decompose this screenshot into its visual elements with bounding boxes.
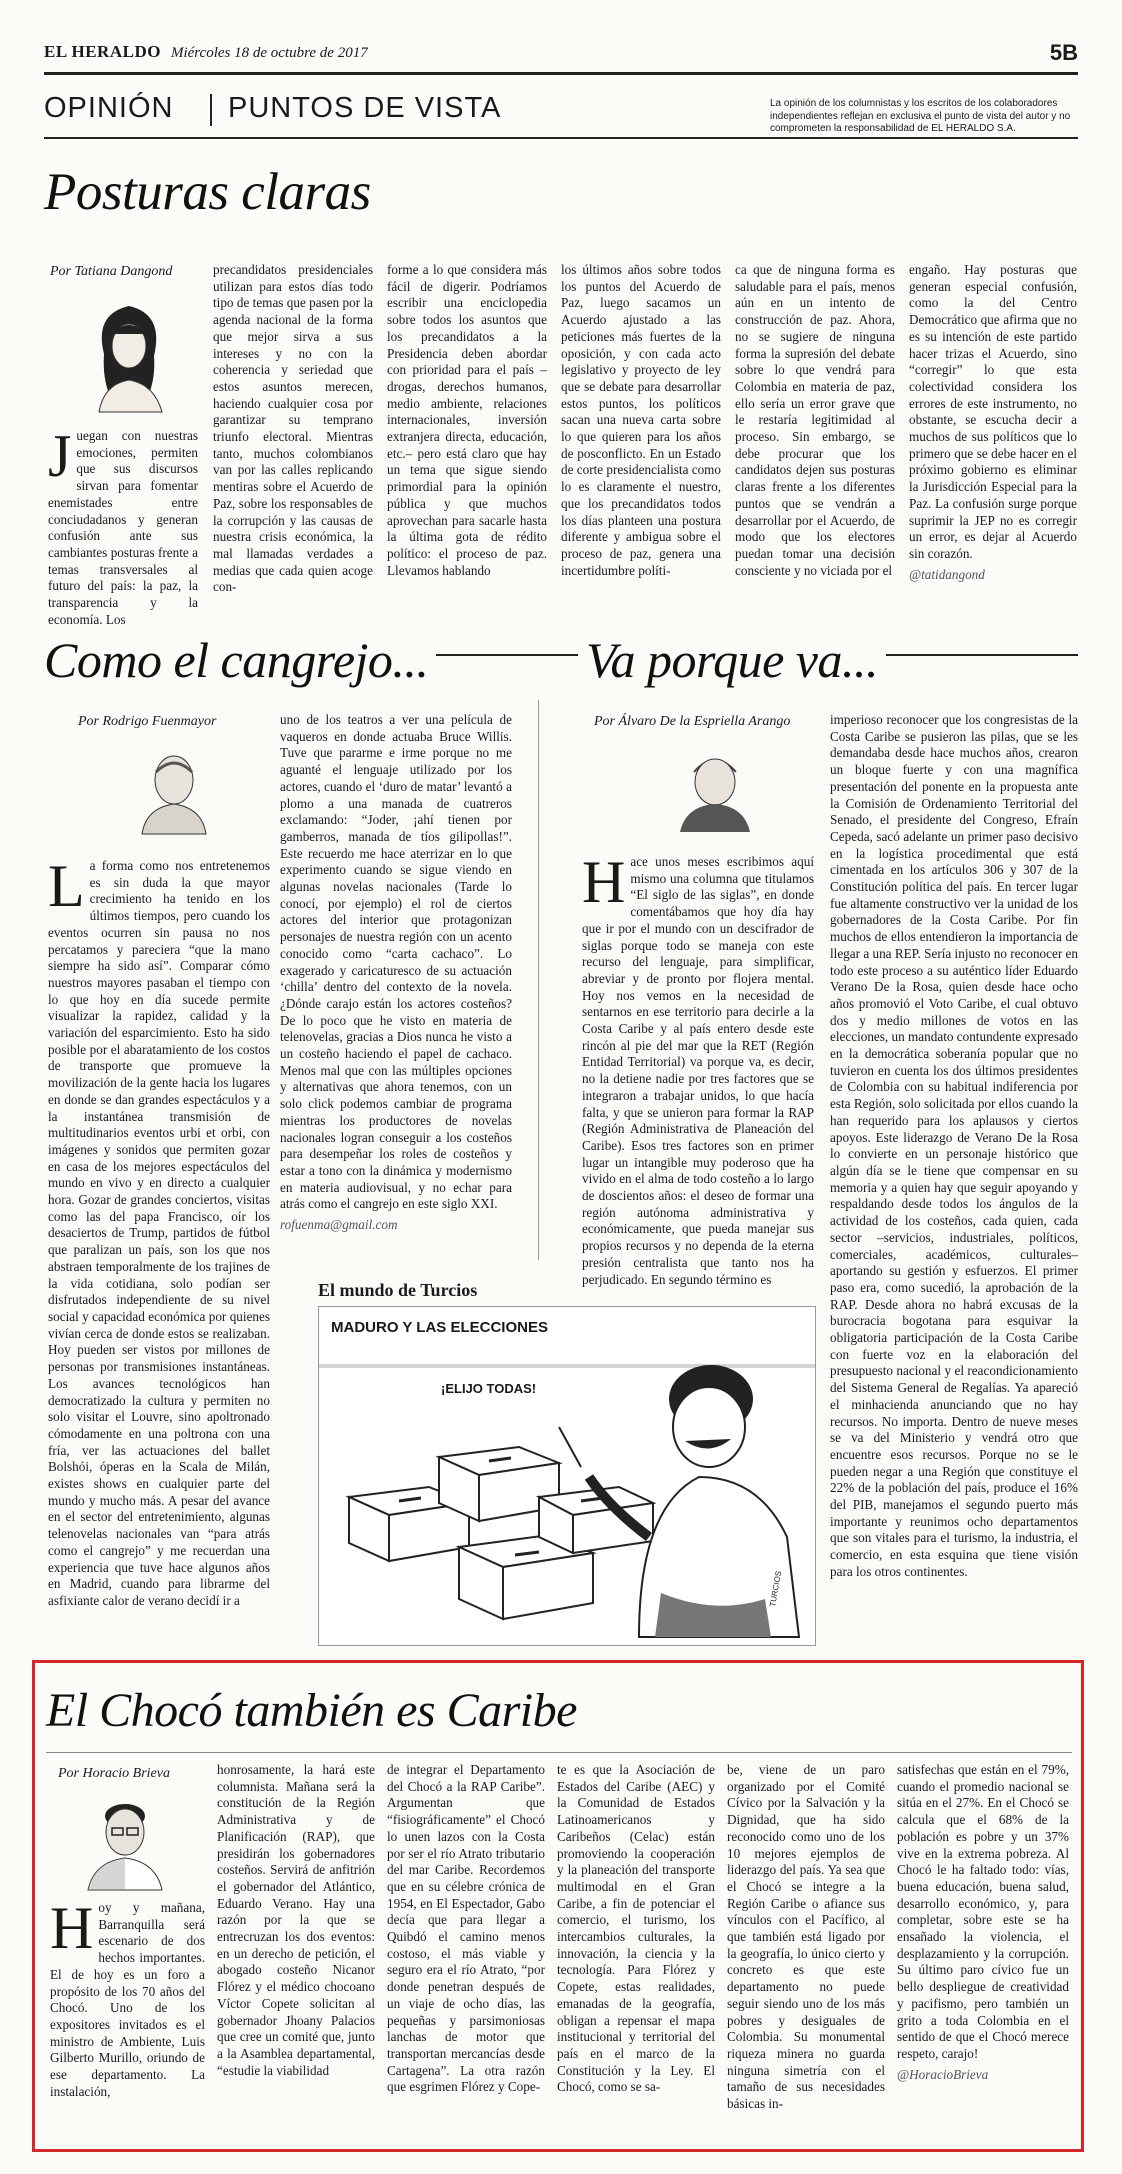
- article-2-text-2: uno de los teatros a ver una película de vaqueros en donde actuaba Bruce Willis. Tuve que pararme e irme porque no me aguanté el lenguaje utilizado por los actores, cuando el ‘duro de matar’ levantó a plomo a una manada de cuatreros exclamando: “Joder, ¡ahí tienen por gamberros, manada de tíos gilipollas!”. Este recuerdo me hace aterrizar en lo que experimento cuando se sigue viendo en algunas novelas nacionales (Tarde lo conocí, por ejemplo) el rol de ciertos actores del interior que protagonizan personajes de nuestra región con un acento conocido como “carta cachaco”. Lo exagerado y caricaturesco de su actuación ‘chilla’ dentro del contexto de la novela. ¿Dónde carajo están los actores costeños? De lo poco que he visto en materia de telenovelas, gracias a Dios nunca he visto a un costeño haciendo el papel de cachaco. Menos mal que con las múltiples opciones y alternativas que ahora tenemos, con un solo click podemos cambiar de programa mientras los productores de novelas nacionales logran conseguir a los costeños para desempeñar los roles de costeños y estar a tono con la dinámica y modernismo en materia audiovisual, y no echar para atrás como el cangrejo en este siglo XXI.: [280, 712, 512, 1212]
- article-4-text-1: oy y mañana, Barranquilla será escenario de dos hechos importantes. El de hoy es un foro a propósito de los 70 años del Chocó. Uno de los expositores invitados es el ministro de Ambiente, Luis Gilberto Murillo, oriundo de ese departamento. La instalación,: [50, 1900, 205, 2099]
- article-1-dropcap: J: [48, 423, 72, 489]
- section-disclaimer: La opinión de los columnistas y los escritos de los colaboradores independientes reflejan en exclusiva el punto de vista del autor y no comprometen la responsabilidad de EL HERALDO S.A.: [770, 98, 1071, 134]
- author-portrait-icon: [84, 294, 174, 419]
- page-number: 5B: [1049, 40, 1078, 65]
- article-4-column-5: be, viene de un paro organizado por el Comité Cívico por la Salvación y la Dignidad, que ha sido reconocido como uno de los 10 mejores ejemplos de liderazgo del país. Ya sea que el Chocó se integre a la Región Caribe o afiance sus vínculos con el Pacífico, al que también está ligado por la geografía, lo único cierto y concreto es que este departamento no puede seguir siendo uno de los más pobres y desiguales de Colombia. Su monumental riqueza minera no guarda ninguna simetría con el tamaño de sus necesidades básicas in-: [727, 1762, 885, 2112]
- cartoon-caption: MADURO Y LAS ELECCIONES: [331, 1319, 548, 1336]
- article-4-dropcap: H: [50, 1895, 94, 1961]
- article-2-title: Como el cangrejo...: [44, 630, 436, 690]
- article-3-byline: Por Álvaro De la Espriella Arango: [594, 714, 791, 729]
- article-4-rule: [46, 1752, 1072, 1753]
- cartoon: [318, 1306, 816, 1646]
- author-portrait-icon: [134, 742, 214, 839]
- article-2-column-1: [48, 853, 270, 1640]
- article-2-text-1: a forma como nos entretenemos es sin duda la que mayor crecimiento ha tenido en los últimos tiempos, pero cuando los eventos ocurren sin pausa no nos percatamos y pareciera “que la mano siempre ha sido así”. Comparar cómo nuestros mayores pasaban el tiempo con lo que hoy en día sucede permite visualizar la rapidez, calidad y la variación del esparcimiento. Esto ha sido posible por el abaratamiento de los costos de transporte que promueve la movilización de la gente hacia los lugares en donde se dan grandes espectáculos y a la instantánea transmisión de multitudinarios eventos urbi et orbi, con imágenes y sonidos que permiten gozar en casa de los mejores espectáculos del mundo en vivo y en directo a cualquier hora. Gozar de grandes conciertos, visitas como las del papa Francisco, oír los desaciertos de Trump, partidos de fútbol que paralizan un país, son los que nos abstraen temporalmente de los trajines de la vida cotidiana, solo podían ser disfrutados independiente de su nivel social y capacidad económica por quienes vivían cerca de donde estos se realizaban. Hoy pueden ser vistos por millones de personas por transmisiones instantáneas. Los avances tecnológicos han democratizado la cultura y permiten no solo visitar el Louvre, sino apoltronado cómodamente en una poltrona con una fría, ver las actuaciones del ballet Bolshói, óperas en la Scala de Milán, existes shows en cualquier parte del mundo y mucho más. A pesar del avance en el sector del entretenimiento, algunas telenovelas nacionales van “para atrás como el cangrejo” y me recuerdan una experiencia que tuve hace algunos años en Madrid, cuando para librarme del asfixiante calor de verano decidí ir a: [48, 858, 270, 1608]
- article-4-column-1: [50, 1895, 205, 2138]
- article-2-column-2: [280, 712, 512, 1252]
- article-1-column-3: forme a lo que considera más fácil de digerir. Podríamos escribir una enciclopedia sobre todos los asuntos que los precandidatos a la Presidencia deben abordar con prioridad para el país –drogas, derechos humanos, medio ambiente, relaciones internacionales, inversión extranjera directa, educación, etc.– pero está claro que hay un tema que sigue siendo primordial para la opinión pública y que muchos aprovechan para sacarle hasta la última gota de rédito político: el proceso de paz. Llevamos hablando: [387, 262, 547, 578]
- cartoon-drawing-icon: [319, 1307, 815, 1645]
- article-4-column-3: de integrar el Departamento del Chocó a la RAP Caribe”. Argumentan que “fisiográficamente” el Chocó lo unen lazos con la Costa por ser el río Atrato tributario del mar Caribe. Recordemos que en su célebre crónica de 1954, en El Espectador, Gabo decía que para llegar a Quibdó el camino menos costoso, el más viable y seguro era el río Atrato, “por donde penetran después de un viaje de ocho días, las pequeñas y parsimoniosas lanchas de motor que transportan mercancías desde Cartagena”. La otra razón que esgrimen Flórez y Cope-: [387, 1762, 545, 2095]
- article-1-byline: Por Tatiana Dangond: [50, 264, 173, 279]
- paper-name: EL HERALDO: [44, 42, 161, 61]
- article-1-handle: @tatidangond: [909, 566, 985, 582]
- issue-date: Miércoles 18 de octubre de 2017: [170, 45, 368, 61]
- article-4-handle: @HoracioBrieva: [897, 2066, 989, 2082]
- article-1-column-6: [909, 262, 1077, 624]
- article-3-text-1: ace unos meses escribimos aquí mismo una columna que titulamos “El siglo de las siglas”, en donde comentábamos que hoy día hay que ir por el mundo con un descifrador de siglas porque todo se maneja con este recurso del lenguaje, para simplificar, abreviar y de pronto por flojera mental. Hoy nos vemos en la necesidad de sentarnos en ese territorio para decirle a la Costa Caribe y al país entero desde este rincón al pie del mar que la RET (Región Entidad Territorial) va porque va, es decir, no la detiene nadie por tres factores que se integraron a trabajar unidos, lo que hacía falta, y que se unieron para formar la RAP (Región Administrativa de Planeación del Caribe). Esos tres factores son en primer lugar un intangible muy poderoso que ha vivido en el alma de todo costeño a lo largo de doscientos años: el deseo de formar una región autónoma administrativa y económicamente, que pueda manejar sus propios recursos y no dependa de la eterna presión centralista que tanto nos ha perjudicado. En segundo término es: [582, 854, 814, 1287]
- article-3-title: Va porque va...: [578, 630, 886, 690]
- masthead: [44, 42, 1078, 68]
- section-subname: PUNTOS DE VISTA: [228, 92, 502, 124]
- article-1-column-5: ca que de ninguna forma es saludable para el país, menos aún en un intento de construcción de paz. Ahora, no se sugiere de ninguna forma la supresión del debate sobre lo que vendrá para Colombia en materia de paz, ello sería un error grave que le restaría legitimidad al proceso. Sin embargo, se debe procurar que los candidatos dejen sus posturas claras frente a los diferentes puntos que se vendrán a desarrollar por el Acuerdo, de modo que los electores puedan tomar una decisión consciente y no viciada por el: [735, 262, 895, 578]
- article-4-text-6: satisfechas que están en el 79%, cuando el promedio nacional se sitúa en el 27%. En el Chocó se calcula que el 68% de la población es pobre y un 37% vive en la extrema pobreza. Al Chocó le ha faltado todo: vías, buena educación, buena salud, desarrollo económico, y, para completar, sobre este se ha ensañado la violencia, el desplazamiento y la corrupción. Su último paro cívico fue un bello despliegue de creatividad y pacifismo, pero también un grito a toda Colombia en el sentido de que el Chocó merece respeto, carajo!: [897, 1762, 1069, 2061]
- article-3-column-2: imperioso reconocer que los congresistas de la Costa Caribe se pusieron las pilas, que se les demandaba desde hace muchos años, crearon un bloque fuerte y con una magnífica presentación del ponente en la propuesta ante la Comisión de Ordenamiento Territorial del Senado, el presidente del Congreso, Efraín Cepeda, sacó adelante un primer paso decisivo en la logística procedimental que está cimentada en los artículos 306 y 307 de la Constitución política del país. En tercer lugar fue altamente constructivo ver la unidad de los gobernadores de la Costa Caribe. Por fin muchos de ellos entendieron la importancia de llegar a una REP. Sería injusto no reconocer en todo este proceso a su auténtico líder Eduardo Verano De la Rosa, quien desde hace ocho años promovió el Voto Caribe, el cual obtuvo dos y medio millones de votos en las elecciones, un mandato contundente expresado en la democrática soberanía popular que no tuvieron en cuenta los dos últimos presidentes de Colombia con su habitual indiferencia por esta Región, solo solicitada por ellos cuando la han requerido para los aplausos y ciertos apoyos. Este liderazgo de Verano De la Rosa lo convierte en un personaje histórico que algún día se le tiene que compensar en su memoria y a quien hay que seguir apoyando y respaldando desde todos los ángulos de la actividad de los costeños, cada quien, cada sector –servicios, industriales, políticos, comerciales, académicos, culturales– aportando su gestión y esfuerzos. El primer paso era, como sucedió, la aprobación de la RAP. Desde ahora no habrá excusas de la burocracia bogotana para esquivar la obligatoria participación de la Costa Caribe con fuerte voz en la elaboración del presupuesto nacional y el reacondicionamiento del Sistema General de Regalías. Ya apareció el minhacienda anunciando que no hay recursos. No importa. Dentro de nueve meses se va del Ministerio y vendrá otro que encuentre esos recursos. Porque no se le pueden negar a una Región que constituye el 22% de la población del país, produce el 16% del PIB, manejamos el segundo puerto más importante y reunimos ocho departamentos que son vitales para el turismo, la industria, el comercio, en esta esquina que tiene visión para los otros continentes.: [830, 712, 1078, 1579]
- article-1-title: Posturas claras: [44, 163, 371, 221]
- article-1-column-1: [48, 423, 198, 628]
- article-2-dropcap: L: [48, 853, 85, 919]
- svg-text:TURCIOS: TURCIOS: [768, 1570, 784, 1608]
- section-rule: [44, 137, 1078, 139]
- article-4-column-4: te es que la Asociación de Estados del Caribe (AEC) y la Comunidad de Estados Latinoamericanos y Caribeños (Celac) están promoviendo la cooperación y la planeación del transporte multimodal en el Gran Caribe, a fin de potenciar el comercio, el turismo, los intercambios culturales, la innovación, la ciencia y la tecnología. Para Flórez y Copete, estas realidades, emanadas de la geografía, obligan a repensar el mapa institucional y territorial del país en el marco de la Constitución y la Ley. El Chocó, como se sa-: [557, 1762, 715, 2095]
- cartoon-speech-bubble: ¡ELIJO TODAS!: [441, 1381, 537, 1396]
- article-1-text-6: engaño. Hay posturas que generan especial confusión, como la del Centro Democrático que afirma que no es su intención de este partido hacer trizas el Acuerdo, sino “corregir” lo que esta colectividad considera los errores de este instrumento, no obstante, se escucha decir a muchos de sus políticos que lo primero que se debe hacer en el próximo gobierno es eliminar la Jurisdicción Especial para la Paz. La confusión surge porque suprimir la JEP no es corregir un error, es dejar al Acuerdo sin corazón.: [909, 262, 1077, 561]
- article-2-byline: Por Rodrigo Fuenmayor: [78, 714, 217, 729]
- article-1-column-2: precandidatos presidenciales utilizan para estos días todo tipo de temas que pasen por la agenda nacional de la forma que mejor sirva a sus intereses y no con la coherencia y seriedad que estos asuntos merecen, haciendo cualquier cosa por garantizar su temprano triunfo electoral. Mientras tanto, muchos colombianos van por las calles replicando mentiras sobre el Acuerdo de Paz, sobre los responsables de la corrupción y las causas de nuestra crisis económica, la mal llamadas verdades a medias que cada quien acoge con-: [213, 262, 373, 595]
- author-portrait-icon: [674, 740, 756, 837]
- article-1-column-4: los últimos años sobre todos los puntos del Acuerdo de Paz, luego sacamos un Acuerdo ajustado a las peticiones más fuertes de la oposición, y con cada acto legislativo y proyecto de ley que se debate para desarrollar estos puntos, los políticos sacan una nueva carta sobre lo que quieren para los años de posconflicto. En un Estado de corte presidencialista como lo es claramente el nuestro, que los precandidatos todos los días planteen una postura diferente y ambigua sobre el proceso de paz, genera una incertidumbre políti-: [561, 262, 722, 578]
- section-divider: [210, 94, 212, 126]
- cartoon-section-title: El mundo de Turcios: [318, 1280, 478, 1300]
- article-3-dropcap: H: [582, 849, 626, 915]
- article-4-byline: Por Horacio Brieva: [58, 1766, 170, 1781]
- article-1-text-1: uegan con nuestras emociones, permiten que sus discursos sirvan para fomentar enemistades entre conciudadanos y generan confusión ante sus cambiantes posturas frente a temas transversales al futuro del país: la paz, la transparencia y la economía. Los: [48, 428, 198, 627]
- article-4-title: El Chocó también es Caribe: [46, 1684, 577, 1737]
- masthead-rule: [44, 72, 1078, 75]
- article-4-column-2: honrosamente, la hará este columnista. Mañana será la constitución de la Región Administrativa y de Planificación (RAP), que presidirán los gobernadores costeños. Servirá de anfitrión el gobernador del Atlántico, Eduardo Verano. Hay una razón por la que se entrecruzan los dos eventos: en un derecho de petición, el abogado costeño Nicanor Flórez y el médico chocoano Víctor Copete solicitan al gobernador Jhoany Palacios que cree un comité que, junto a la Asamblea departamental, “estudie la viabilidad: [217, 1762, 375, 2078]
- vertical-rule: [538, 700, 539, 1260]
- author-portrait-icon: [82, 1792, 168, 1895]
- article-4-column-6: [897, 1762, 1069, 2138]
- article-3-column-1: [582, 849, 814, 1287]
- section-name: OPINIÓN: [44, 92, 174, 124]
- article-2-handle: rofuenma@gmail.com: [280, 1217, 398, 1233]
